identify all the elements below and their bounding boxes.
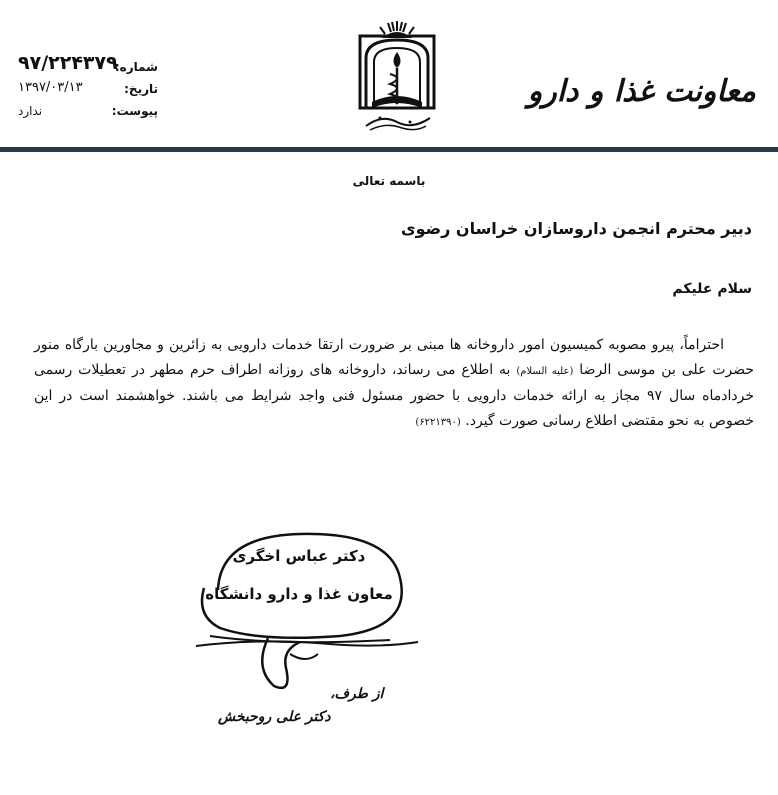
letter-meta: [14, 52, 164, 122]
number-label: شماره:: [114, 60, 158, 74]
body-part-1: احتراماً، پیرو مصوبه کمیسیون امور داروخانه ها مبنی بر ضرورت ارتقا خدمات دارویی به زائرین و مجاورین بارگاه منور حضرت علی بن موسی الرضا: [34, 337, 755, 378]
body-honorific: (علیه السلام): [516, 366, 574, 377]
attachment-value: ندارد: [18, 104, 43, 118]
date-label: تاریخ:: [124, 82, 158, 96]
header-divider: [0, 147, 778, 152]
on-behalf-name: دکتر علی روحبخش: [218, 709, 331, 725]
university-logo: [352, 18, 442, 134]
recipient: دبیر محترم انجمن داروسازان خراسان رضوی: [400, 219, 752, 238]
signatory-title: معاون غذا و دارو دانشگاه: [205, 585, 393, 603]
letter-body: [34, 333, 754, 435]
body-part-2: به اطلاع می رساند، داروخانه های روزانه اطراف حرم مطهر در تعطیلات رسمی خردادماه سال ۹۷ مجاز به ارائه خدمات دارویی با حضور مسئول فنی واجد شرایط می باشند. خواهشمند است در این خصوص به نحو مقتضی اطلاع رسانی صورت گیرد.: [34, 362, 754, 429]
department-title: معاونت غذا و دارو: [527, 74, 756, 109]
greeting: سلام علیکم: [672, 281, 752, 297]
signature-scribble: [190, 518, 420, 698]
invocation: باسمه تعالی: [352, 174, 426, 188]
signatory-name: دکتر عباس اخگری: [232, 547, 366, 565]
letterhead: [0, 0, 778, 150]
meta-date-row: [14, 78, 164, 100]
on-behalf-label: از طرف،: [330, 686, 384, 702]
body-reference: (۶۲۲۱۳۹۰): [415, 417, 461, 428]
attachment-label: پیوست:: [111, 104, 158, 118]
number-value: ۹۷/۲۲۴۳۷۹: [18, 52, 118, 74]
meta-number-row: [14, 52, 164, 78]
meta-attachment-row: [14, 100, 164, 122]
date-value: ۱۳۹۷/۰۳/۱۳: [18, 80, 83, 95]
